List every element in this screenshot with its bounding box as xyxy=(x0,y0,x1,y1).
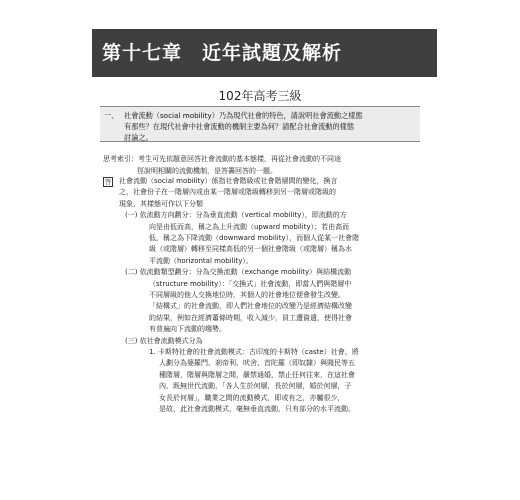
answer-line: (三) 依社會流動模式分為 xyxy=(125,336,203,345)
answer-line: 內，既無世代流動，「各人生於何層，長於何層，婚於何層，子 xyxy=(159,382,352,391)
answer-line: (二) 依流動類型劃分：分為交換流動（exchange mobility）與結構流動 xyxy=(125,268,352,277)
exam-title: 102年高考三級 xyxy=(218,89,302,103)
hint-line xyxy=(103,153,425,165)
hint-line: 徑說明相關的流動機制，是答籌回答的一題。 xyxy=(137,167,277,175)
answer-line: 低，稱之為下降流動（downward mobility），而個人從某一社會階 xyxy=(149,234,360,242)
answer-line: 現象，其樣態可作以下分類 xyxy=(119,199,203,208)
answer-line: 女長於何層」，職業之間的流動模式，即或有之，亦屬很少， xyxy=(159,393,345,402)
hint-section xyxy=(103,153,425,177)
hint-label: 思考索引： xyxy=(103,155,138,163)
question-line: 有那些？在現代社會中社會流動的機制主要為何？請配合社會流動的樣態 xyxy=(124,122,355,131)
answer-line: 是故，此社會流動模式，毫無垂直流動，只有部分的水平流動。 xyxy=(159,405,355,413)
answer-line: 不同層級的他人交換地位時，其個人的社會地位便會發生改變。 xyxy=(149,291,345,299)
question-line: 討論之。 xyxy=(124,133,153,142)
answer-line: 之，社會份子在一階層內或由某一階層或階級轉移到另一階層或階級的 xyxy=(119,188,336,197)
question-text xyxy=(124,110,414,143)
hint-text: 考生可先依題意回答社會流動的基本態樣，再從社會流動的不同途 xyxy=(138,155,341,163)
answer-line: 種階層，階層與階層之間，嚴禁通婚，禁止任何往來，在這社會 xyxy=(159,370,355,379)
question-line: 社會流動（social mobility）乃為現代社會的特色，請說明社會流動之樣態 xyxy=(124,111,363,120)
answer-line: 的結果，例如在經濟蕭條時期，收入減少，員工遭資遣，使得社會 xyxy=(149,313,352,322)
answer-line: 「結構式」的社會流動，即人們社會地位的改變乃是經濟結構改變 xyxy=(149,302,352,311)
answer-line: 人劃分為婆羅門、刹帝利、吠舍、首陀羅（即奴隸）與賤民等五 xyxy=(159,359,355,368)
answer-line: 社會流動（social mobility）係指社會階級或社會階層間的變化，換言 xyxy=(119,177,338,185)
answer-line: 有普遍向下流動的趨勢。 xyxy=(149,325,226,334)
answer-line: 級（或階層）轉移至同樣高低的另一個社會階級（或階層）稱為水 xyxy=(149,245,352,254)
answer-line: (一) 依流動方向劃分：分為垂直流動（vertical mobility），即流動的方 xyxy=(125,211,347,220)
chapter-title-banner xyxy=(92,29,437,77)
question-box xyxy=(100,106,420,142)
answer-line: 1. 卡斯特社會的社會流動模式：古印度的卡斯特（caste）社會，將 xyxy=(149,348,359,356)
question-number: 一、 xyxy=(104,111,119,120)
chapter-title: 第十七章 近年試題及解析 xyxy=(102,42,343,64)
answer-mark: 答 xyxy=(104,178,112,186)
answer-line: （structure mobility）：「交換式」社會流動，即當人們與階層中 xyxy=(149,279,352,288)
answer-line: 平流動（horizontal mobility）。 xyxy=(149,256,253,265)
answer-line: 向是由低而高，稱之為上升流動（upward mobility）；若由高而 xyxy=(149,222,350,231)
